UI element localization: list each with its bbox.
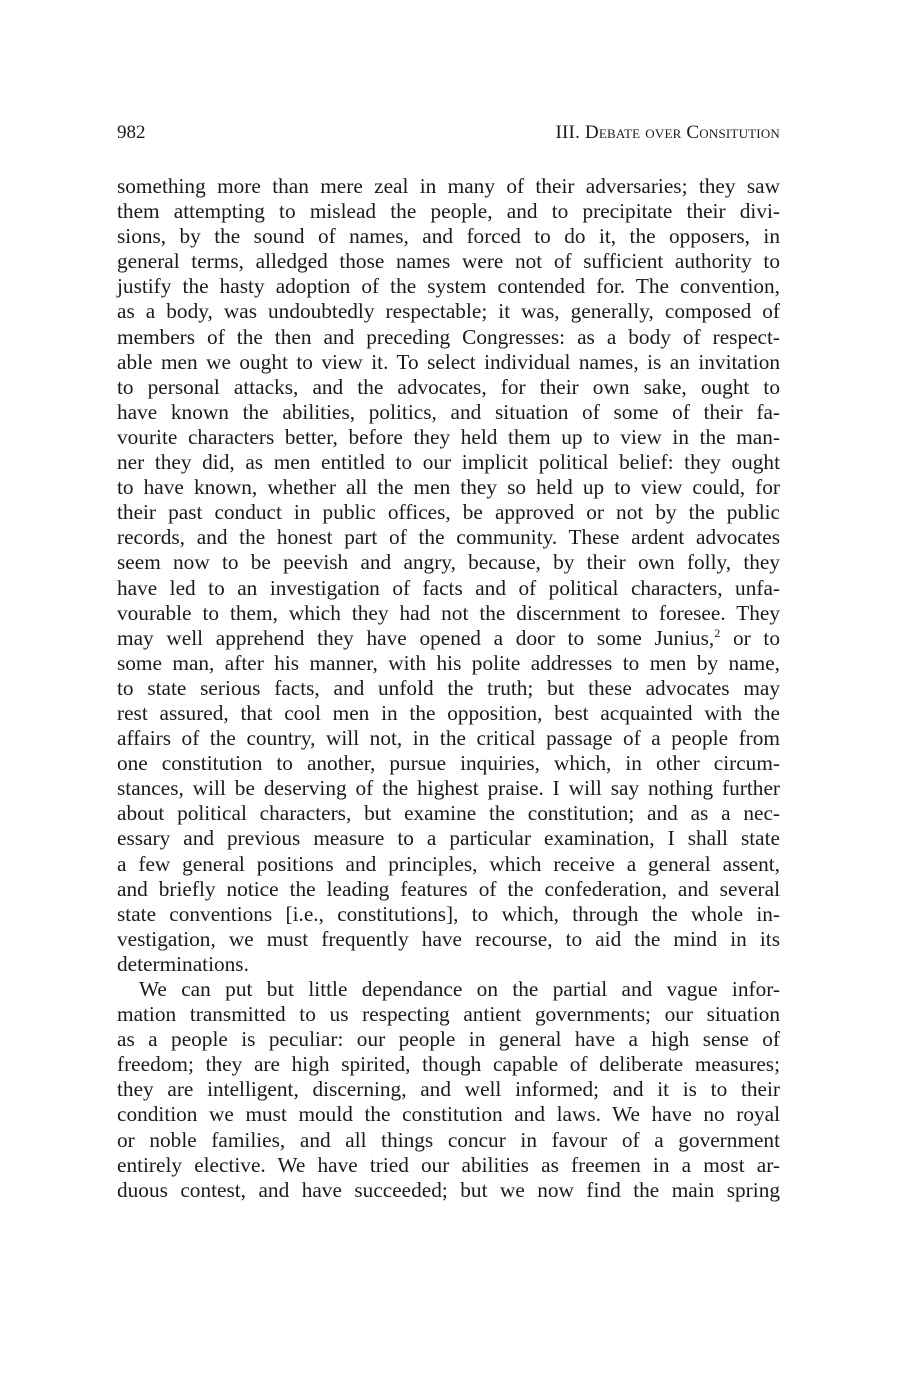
text-line: vourable to them, which they had not the discernment to foresee. They xyxy=(117,600,780,625)
body-text xyxy=(117,174,780,1203)
text-line: general terms, alledged those names were not of sufficient authority to xyxy=(117,249,780,274)
text-line: have known the abilities, politics, and situation of some of their fa- xyxy=(117,399,780,424)
junius-text-continued: or to xyxy=(720,625,780,650)
text-line: vestigation, we must frequently have recourse, to aid the mind in its xyxy=(117,926,780,951)
paragraph-1 xyxy=(117,174,780,977)
text-line: as a people is peculiar: our people in general have a high sense of xyxy=(117,1027,780,1052)
text-line: or noble families, and all things concur in favour of a government xyxy=(117,1127,780,1152)
text-line: mation transmitted to us respecting antient governments; our situation xyxy=(117,1002,780,1027)
text-line: ner they did, as men entitled to our implicit political belief: they ought xyxy=(117,450,780,475)
text-line: rest assured, that cool men in the opposition, best acquainted with the xyxy=(117,700,780,725)
text-line: able men we ought to view it. To select individual names, is an invitation xyxy=(117,349,780,374)
text-line: to have known, whether all the men they so held up to view could, for xyxy=(117,475,780,500)
text-line: essary and previous measure to a particular examination, I shall state xyxy=(117,826,780,851)
text-line: We can put but little dependance on the partial and vague infor- xyxy=(139,977,780,1001)
text-line: entirely elective. We have tried our abilities as freemen in a most ar- xyxy=(117,1152,780,1177)
text-line: condition we must mould the constitution and laws. We have no royal xyxy=(117,1102,780,1127)
text-line: duous contest, and have succeeded; but we now find the main spring xyxy=(117,1177,780,1202)
text-line: them attempting to mislead the people, and to precipitate their divi- xyxy=(117,199,780,224)
paragraph-2 xyxy=(117,977,780,1203)
text-line: members of the then and preceding Congresses: as a body of respect- xyxy=(117,324,780,349)
text-line: sions, by the sound of names, and forced to do it, the opposers, in xyxy=(117,224,780,249)
text-line: to personal attacks, and the advocates, for their own sake, ought to xyxy=(117,374,780,399)
text-line: and briefly notice the leading features of the confederation, and several xyxy=(117,876,780,901)
text-line: seem now to be peevish and angry, because, by their own folly, they xyxy=(117,550,780,575)
text-line: a few general positions and principles, which receive a general assent, xyxy=(117,851,780,876)
document-page xyxy=(117,122,780,1203)
text-line: stances, will be deserving of the highest praise. I will say nothing further xyxy=(117,776,780,801)
text-line-with-footnote xyxy=(117,626,780,651)
text-line: vourite characters better, before they held them up to view in the man- xyxy=(117,424,780,449)
text-line: determinations. xyxy=(117,951,249,976)
text-line: justify the hasty adoption of the system contended for. The convention, xyxy=(117,274,780,299)
chapter-title: III. Debate over Consitution xyxy=(555,122,780,143)
text-line: something more than mere zeal in many of their adversaries; they saw xyxy=(117,174,780,198)
text-line: as a body, was undoubtedly respectable; it was, generally, composed of xyxy=(117,299,780,324)
page-number: 982 xyxy=(117,122,146,143)
text-line: state conventions [i.e., constitutions], to which, through the whole in- xyxy=(117,901,780,926)
footnote-reference[interactable]: 2 xyxy=(714,625,721,640)
junius-text: may well apprehend they have opened a door to some Junius, xyxy=(117,625,715,650)
text-line: some man, after his manner, with his polite addresses to men by name, xyxy=(117,650,780,675)
text-line: their past conduct in public offices, be approved or not by the public xyxy=(117,500,780,525)
text-line: records, and the honest part of the community. These ardent advocates xyxy=(117,525,780,550)
text-line: to state serious facts, and unfold the truth; but these advocates may xyxy=(117,675,780,700)
text-line: one constitution to another, pursue inquiries, which, in other circum- xyxy=(117,751,780,776)
text-line: they are intelligent, discerning, and well informed; and it is to their xyxy=(117,1077,780,1102)
text-line: have led to an investigation of facts and of political characters, unfa- xyxy=(117,575,780,600)
text-line: freedom; they are high spirited, though capable of deliberate measures; xyxy=(117,1052,780,1077)
running-head xyxy=(117,122,780,152)
text-line: about political characters, but examine the constitution; and as a nec- xyxy=(117,801,780,826)
text-line: affairs of the country, will not, in the critical passage of a people from xyxy=(117,726,780,751)
